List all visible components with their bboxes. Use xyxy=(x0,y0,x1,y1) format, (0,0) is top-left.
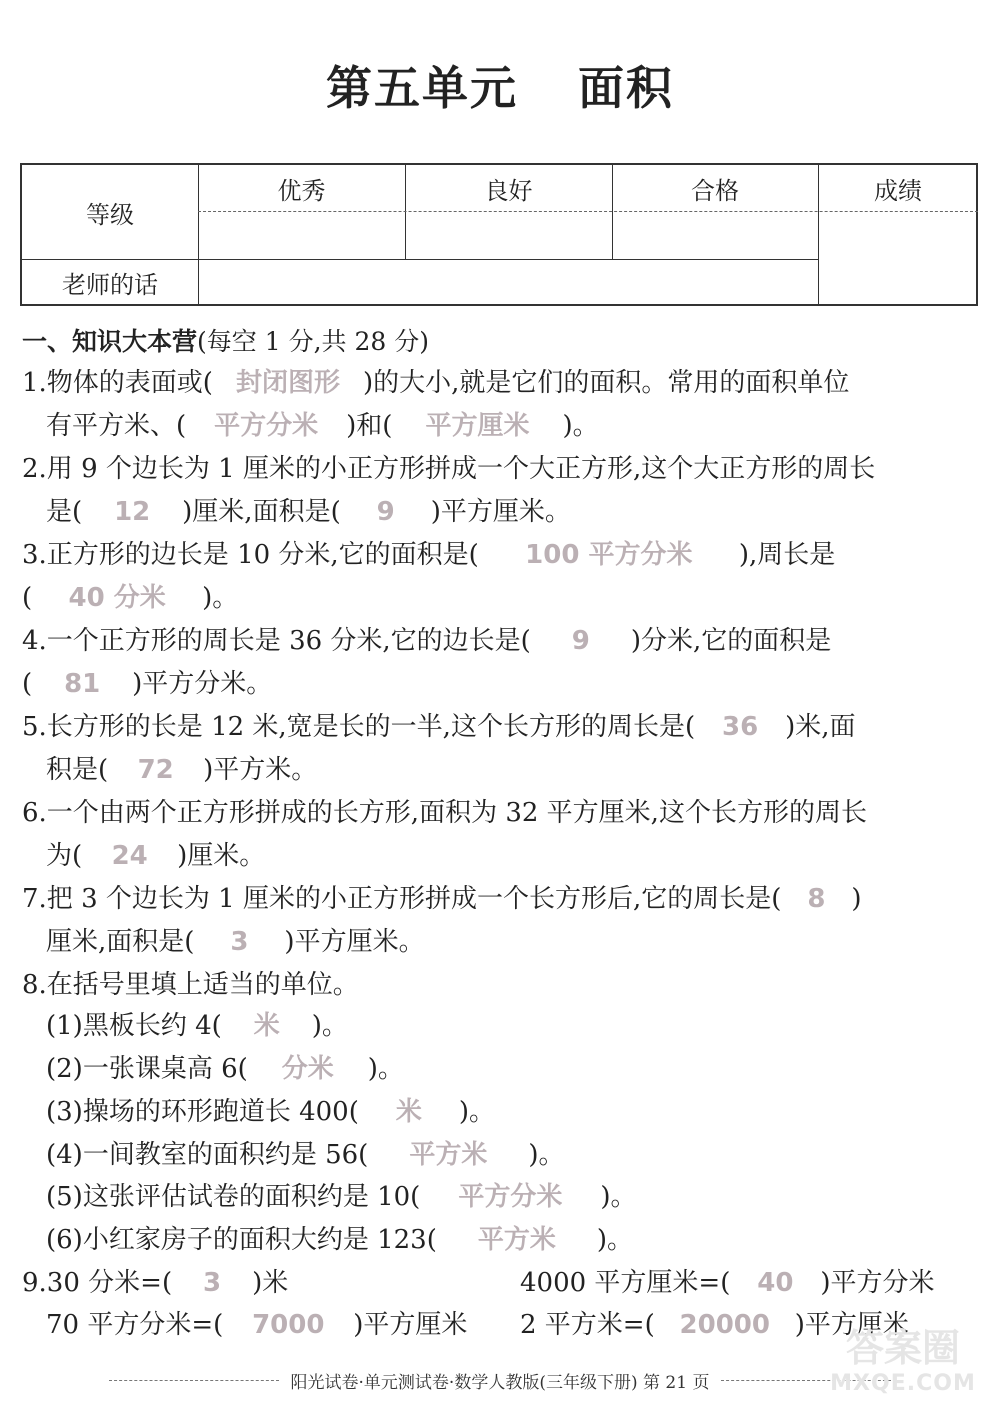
q4-text: )平方分米。 xyxy=(132,669,273,699)
q5-text: 积是( xyxy=(46,755,109,785)
q8-answer-1: 米 xyxy=(253,1011,280,1041)
q1-answer-3: 平方厘米 xyxy=(425,411,530,441)
q5-text: )米,面 xyxy=(785,712,856,742)
teacher-comment-label: 老师的话 xyxy=(62,271,158,299)
level-excellent: 优秀 xyxy=(277,176,326,205)
q4-text: 4.一个正方形的周长是 36 分米,它的边长是( xyxy=(22,626,531,656)
q2-answer-1: 12 xyxy=(114,497,151,527)
q6-text: 为( xyxy=(46,841,83,871)
question-5-line-2 xyxy=(46,757,317,783)
question-8-stem: 8.在括号里填上适当的单位。 xyxy=(22,970,359,1000)
q9-text: )平方厘米 xyxy=(794,1310,909,1340)
title-topic: 面积 xyxy=(578,61,674,115)
q4-text: ( xyxy=(22,669,33,699)
q2-text: )厘米,面积是( xyxy=(182,497,341,527)
q4-answer-2: 81 xyxy=(64,669,101,699)
question-8-item-6 xyxy=(46,1227,633,1253)
q9-text: 70 平方分米=( xyxy=(46,1310,224,1340)
question-3-line-1 xyxy=(22,542,835,568)
q9-text: )平方分米 xyxy=(820,1268,935,1298)
q3-text: ),周长是 xyxy=(738,540,836,570)
grade-table xyxy=(20,163,978,306)
q1-text: )的大小,就是它们的面积。常用的面积单位 xyxy=(362,368,850,398)
q2-text: )平方厘米。 xyxy=(430,497,571,527)
q7-answer-2: 3 xyxy=(230,927,249,957)
q7-answer-1: 8 xyxy=(807,884,826,914)
q1-text: 1.物体的表面或( xyxy=(22,368,213,398)
score-header: 成绩 xyxy=(874,176,922,205)
q9-answer-1: 3 xyxy=(203,1268,222,1298)
q1-answer-2: 平方分米 xyxy=(214,411,319,441)
q9-text: 9.30 分米=( xyxy=(22,1268,173,1298)
q4-answer-1: 9 xyxy=(571,626,590,656)
question-8-item-4 xyxy=(46,1142,564,1168)
footer-text: 阳光试卷·单元测试卷·数学人教版(三年级下册) 第 21 页 xyxy=(290,1372,710,1393)
q8-text: (6)小红家房子的面积大约是 123( xyxy=(46,1225,437,1255)
q9-answer-3: 7000 xyxy=(252,1310,325,1340)
section-heading-note: (每空 1 分,共 28 分) xyxy=(197,327,429,356)
q1-answer-1: 封闭图形 xyxy=(235,368,340,398)
q5-text: )平方米。 xyxy=(203,755,318,785)
q5-answer-1: 36 xyxy=(722,712,759,742)
question-9-conv-1 xyxy=(22,1270,288,1296)
q6-text: )厘米。 xyxy=(177,841,266,871)
q6-answer-1: 24 xyxy=(111,841,148,871)
grade-label: 等级 xyxy=(86,200,134,229)
question-8-item-1 xyxy=(46,1013,348,1039)
q8-text: (2)一张课桌高 6( xyxy=(46,1054,248,1084)
watermark-bottom: MXQE.COM xyxy=(830,1371,976,1396)
q8-text: )。 xyxy=(596,1225,634,1255)
title-unit: 第五单元 xyxy=(326,61,518,115)
q5-text: 5.长方形的长是 12 米,宽是长的一半,这个长方形的周长是( xyxy=(22,712,696,742)
q9-text: 2 平方米=( xyxy=(520,1310,655,1340)
question-1-line-2 xyxy=(46,413,599,439)
q8-answer-4: 平方米 xyxy=(409,1140,488,1170)
level-pass: 合格 xyxy=(691,176,739,205)
q9-answer-2: 40 xyxy=(757,1268,794,1298)
q8-answer-5: 平方分米 xyxy=(458,1182,563,1212)
q4-text: )分米,它的面积是 xyxy=(630,626,832,656)
question-6-line-2 xyxy=(46,843,265,869)
question-8-item-3 xyxy=(46,1099,495,1125)
q3-answer-1: 100 平方分米 xyxy=(525,540,693,570)
q2-answer-2: 9 xyxy=(376,497,395,527)
q3-text: ( xyxy=(22,583,33,613)
q3-text: 3.正方形的边长是 10 分米,它的面积是( xyxy=(22,540,479,570)
question-7-line-2 xyxy=(46,929,425,955)
q8-text: )。 xyxy=(600,1182,637,1212)
question-8-item-5 xyxy=(46,1184,636,1210)
watermark-logo xyxy=(828,1325,978,1405)
question-7-line-1 xyxy=(22,886,862,912)
question-1-line-1 xyxy=(22,370,849,396)
question-5-line-1 xyxy=(22,714,856,740)
level-good: 良好 xyxy=(484,176,533,205)
q8-text: )。 xyxy=(528,1140,565,1170)
q8-text: )。 xyxy=(458,1097,496,1127)
q8-text: (1)黑板长约 4( xyxy=(46,1011,222,1041)
q3-answer-2: 40 分米 xyxy=(68,583,166,613)
question-9-conv-3 xyxy=(46,1312,467,1338)
question-2-line-1: 2.用 9 个边长为 1 厘米的小正方形拼成一个大正方形,这个大正方形的周长 xyxy=(22,454,876,484)
footer-divider-left xyxy=(109,1380,279,1381)
question-4-line-1 xyxy=(22,628,831,654)
question-4-line-2 xyxy=(22,671,272,697)
q9-text: )米 xyxy=(252,1268,289,1298)
question-8-item-2 xyxy=(46,1056,404,1082)
q8-answer-2: 分米 xyxy=(281,1054,334,1084)
q7-text: )平方厘米。 xyxy=(284,927,425,957)
q9-answer-4: 20000 xyxy=(679,1310,770,1340)
section-heading-title: 一、知识大本营 xyxy=(22,327,198,356)
question-2-line-2 xyxy=(46,499,571,525)
q8-text: (4)一间教室的面积约是 56( xyxy=(46,1140,369,1170)
q8-answer-6: 平方米 xyxy=(477,1225,556,1255)
q7-text: 厘米,面积是( xyxy=(46,927,195,957)
question-9-conv-2 xyxy=(520,1270,935,1296)
q9-text: )平方厘米 xyxy=(353,1310,468,1340)
q1-text: 有平方米、( xyxy=(46,411,187,441)
q5-answer-2: 72 xyxy=(137,755,174,785)
q8-answer-3: 米 xyxy=(395,1097,422,1127)
q8-text: (3)操场的环形跑道长 400( xyxy=(46,1097,359,1127)
watermark-top: 答案圈 xyxy=(845,1326,960,1370)
q7-text: ) xyxy=(851,884,862,914)
question-6-line-1: 6.一个由两个正方形拼成的长方形,面积为 32 平方厘米,这个长方形的周长 xyxy=(22,798,867,828)
q8-text: (5)这张评估试卷的面积约是 10( xyxy=(46,1182,421,1212)
q2-text: 是( xyxy=(46,497,83,527)
q8-text: )。 xyxy=(311,1011,348,1041)
page-title xyxy=(0,52,1000,118)
section-heading xyxy=(22,322,429,358)
question-3-line-2 xyxy=(22,585,238,611)
q1-text: )和( xyxy=(346,411,393,441)
q9-text: 4000 平方厘米=( xyxy=(520,1268,731,1298)
q8-text: )。 xyxy=(367,1054,404,1084)
q7-text: 7.把 3 个边长为 1 厘米的小正方形拼成一个长方形后,它的周长是( xyxy=(22,884,782,914)
q3-text: )。 xyxy=(202,583,239,613)
q1-text: )。 xyxy=(562,411,599,441)
